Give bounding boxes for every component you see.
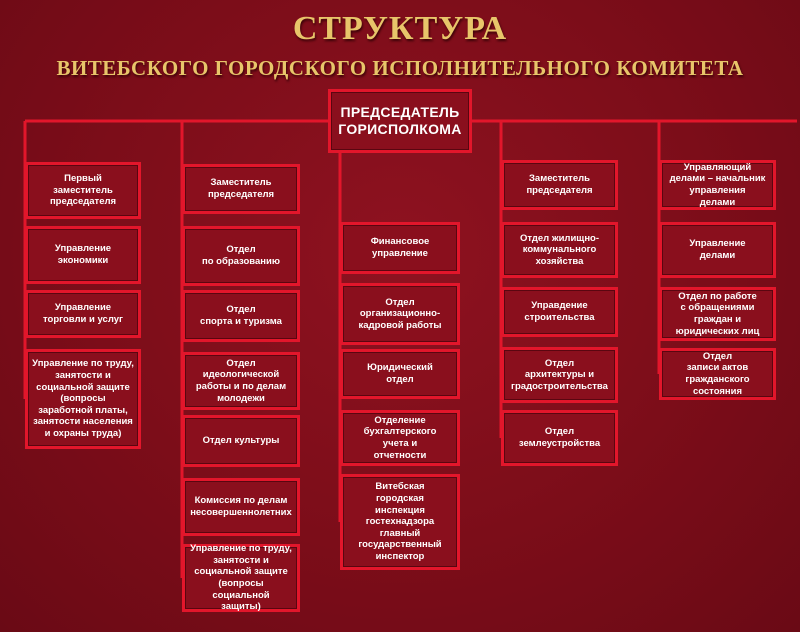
col3-finance-dept-box: Финансовое управление [340, 222, 460, 274]
col3-tech-inspection-box: Витебская городская инспекция гостехнадзора главный государственный инспектор [340, 474, 460, 570]
col5-affairs-manager-box: Управляющий делами – начальник управления делами [659, 160, 776, 210]
col4-architecture-dept-box: Отдел архитектуры и градостроительства [501, 347, 618, 403]
col3-legal-dept-box: Юридический отдел [340, 349, 460, 399]
col2-education-dept-box: Отдел по образованию [182, 226, 300, 286]
col2-minors-commission-box: Комиссия по делам несовершеннолетних [182, 478, 300, 536]
col4-housing-dept-box: Отдел жилищно- коммунального хозяйства [501, 222, 618, 278]
col5-civil-registry-dept-box: Отдел записи актов гражданского состояния [659, 348, 776, 400]
col3-hr-dept-box: Отдел организационно- кадровой работы [340, 283, 460, 345]
col3-accounting-dept-box: Отделение бухгалтерского учета и отчетности [340, 410, 460, 466]
chart-title: СТРУКТУРА [292, 10, 508, 47]
col5-affairs-dept-box: Управление делами [659, 222, 776, 278]
col4-deputy-box: Заместитель председателя [501, 160, 618, 210]
col1-labor-wages-dept-box: Управление по труду, занятости и социальной защите (вопросы заработной платы, занятости населения и охраны труда) [25, 349, 141, 449]
col4-land-management-dept-box: Отдел землеустройства [501, 410, 618, 466]
col4-construction-dept-box: Управдение строительства [501, 287, 618, 337]
chart-subtitle: ВИТЕБСКОГО ГОРОДСКОГО ИСПОЛНИТЕЛЬНОГО КОМИТЕТА [56, 56, 744, 80]
col2-sport-tourism-dept-box: Отдел спорта и туризма [182, 290, 300, 342]
col2-culture-dept-box: Отдел культуры [182, 415, 300, 467]
col2-deputy-box: Заместитель председателя [182, 164, 300, 214]
col2-labor-social-dept-box: Управление по труду, занятости и социальной защите (вопросы социальной защиты) [182, 544, 300, 612]
col2-ideology-youth-dept-box: Отдел идеологической работы и по делам молодежи [182, 352, 300, 410]
col1-trade-services-dept-box: Управление торговли и услуг [25, 290, 141, 338]
chairman-box: ПРЕДСЕДАТЕЛЬ ГОРИСПОЛКОМА [328, 89, 472, 153]
col1-economy-dept-box: Управление экономики [25, 226, 141, 284]
col1-first-deputy-box: Первый заместитель председателя [25, 162, 141, 219]
col5-citizen-appeals-dept-box: Отдел по работе с обращениями граждан и юридических лиц [659, 287, 776, 341]
